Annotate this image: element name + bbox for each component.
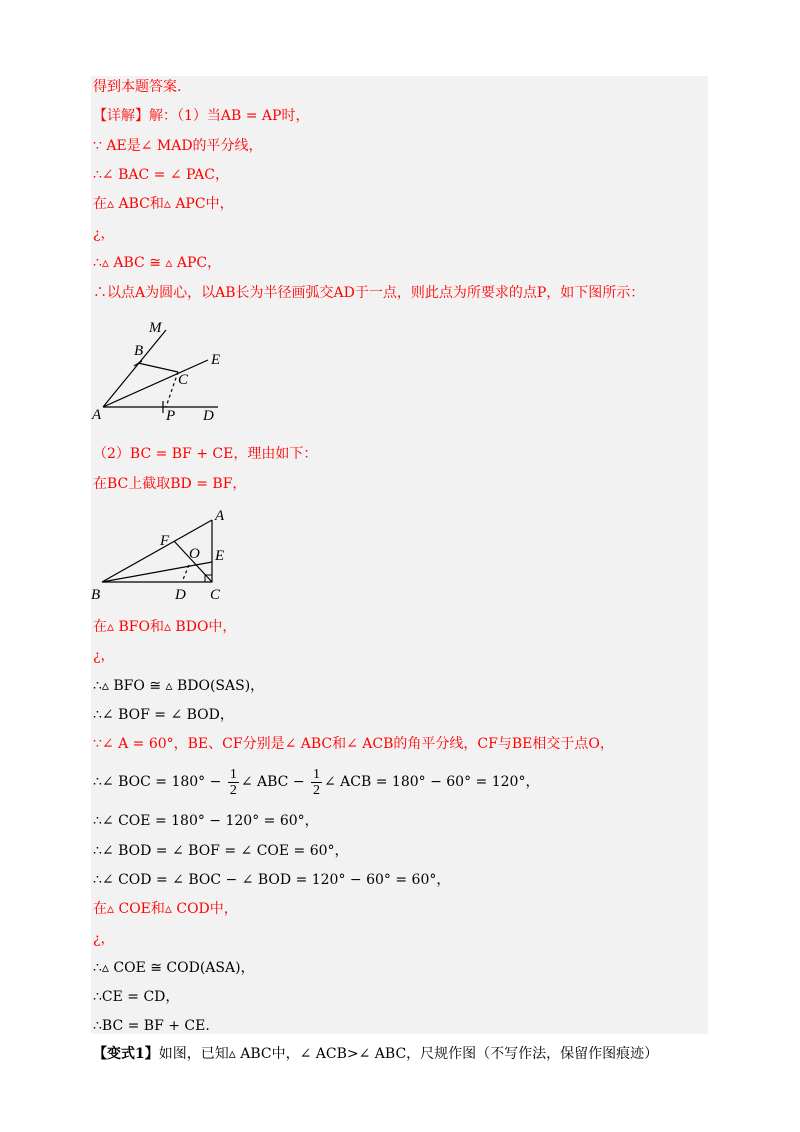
text-line-7: ∴▵ ABC ≅ ▵ APC， (93, 255, 222, 271)
fraction-half-1: $\frac{1}{2}$ (229, 766, 237, 798)
label-c: C (210, 587, 221, 603)
text-line-21: ∴▵ COE ≅ COD(ASA)， (93, 960, 255, 976)
label-e: E (211, 352, 221, 368)
label-b: B (91, 587, 101, 603)
text-line-13: ∴▵ BFO ≅ ▵ BDO(SAS)， (93, 678, 265, 694)
text-line-2: 【详解】解：（1）当AB = AP时， (93, 108, 310, 124)
text-line-9: （2）BC = BF + CE，理由如下： (93, 446, 318, 462)
label-a: A (92, 407, 102, 423)
label-m: M (149, 320, 162, 336)
label-e: E (215, 548, 225, 564)
label-f: F (160, 533, 170, 549)
text-line-10: 在BC上截取BD = BF， (93, 476, 247, 492)
text-line-boc (93, 765, 539, 799)
label-a: A (215, 508, 225, 524)
boc-mid: ∠ ABC − (240, 774, 309, 790)
text-line-12: ¿， (93, 648, 115, 664)
text-line-1: 得到本题答案. (93, 79, 182, 95)
text-line-3: ∵ AE是∠ MAD的平分线， (93, 138, 263, 154)
text-line-17: ∴∠ BOD = ∠ BOF = ∠ COE = 60°， (93, 843, 349, 859)
text-line-19: 在▵ COE和▵ COD中， (93, 901, 238, 917)
label-o: O (189, 546, 200, 562)
label-p: P (166, 408, 176, 424)
text-line-4: ∴∠ BAC = ∠ PAC， (93, 167, 229, 183)
label-d: D (175, 587, 186, 603)
boc-suffix: ∠ ACB = 180° − 60° = 120°， (324, 774, 540, 790)
figure-1-diagram (90, 316, 240, 426)
text-line-15: ∵∠ A = 60°，BE、CF分别是∠ ABC和∠ ACB的角平分线，CF与BE相交于点O， (93, 736, 614, 752)
text-line-11: 在▵ BFO和▵ BDO中， (93, 619, 237, 635)
variant-question (93, 1044, 658, 1064)
text-line-16: ∴∠ COE = 180° − 120° = 60°， (93, 813, 319, 829)
text-line-23: ∴BC = BF + CE. (93, 1018, 210, 1034)
fraction-half-2: $\frac{1}{2}$ (313, 766, 320, 798)
variant-text: 如图，已知▵ ABC中，∠ ACB>∠ ABC，尺规作图（不写作法，保留作图痕迹） (158, 1046, 659, 1062)
label-c: C (178, 372, 189, 388)
text-line-14: ∴∠ BOF = ∠ BOD， (93, 707, 234, 723)
text-line-5: 在▵ ABC和▵ APC中， (93, 196, 234, 212)
text-line-22: ∴CE = CD， (93, 989, 180, 1005)
text-line-6: ¿， (93, 226, 115, 242)
label-b: B (134, 343, 144, 359)
variant-tag: 【变式1】 (93, 1046, 159, 1062)
text-line-8: ∴以点A为圆心，以AB长为半径画弧交AD于一点，则此点为所要求的点P，如下图所示： (93, 285, 645, 301)
figure-2-diagram (88, 502, 238, 604)
text-line-18: ∴∠ COD = ∠ BOC − ∠ BOD = 120° − 60° = 60°， (93, 872, 451, 888)
boc-prefix: ∴∠ BOC = 180° − (93, 774, 226, 790)
label-d: D (203, 408, 214, 424)
text-line-20: ¿， (93, 931, 115, 947)
